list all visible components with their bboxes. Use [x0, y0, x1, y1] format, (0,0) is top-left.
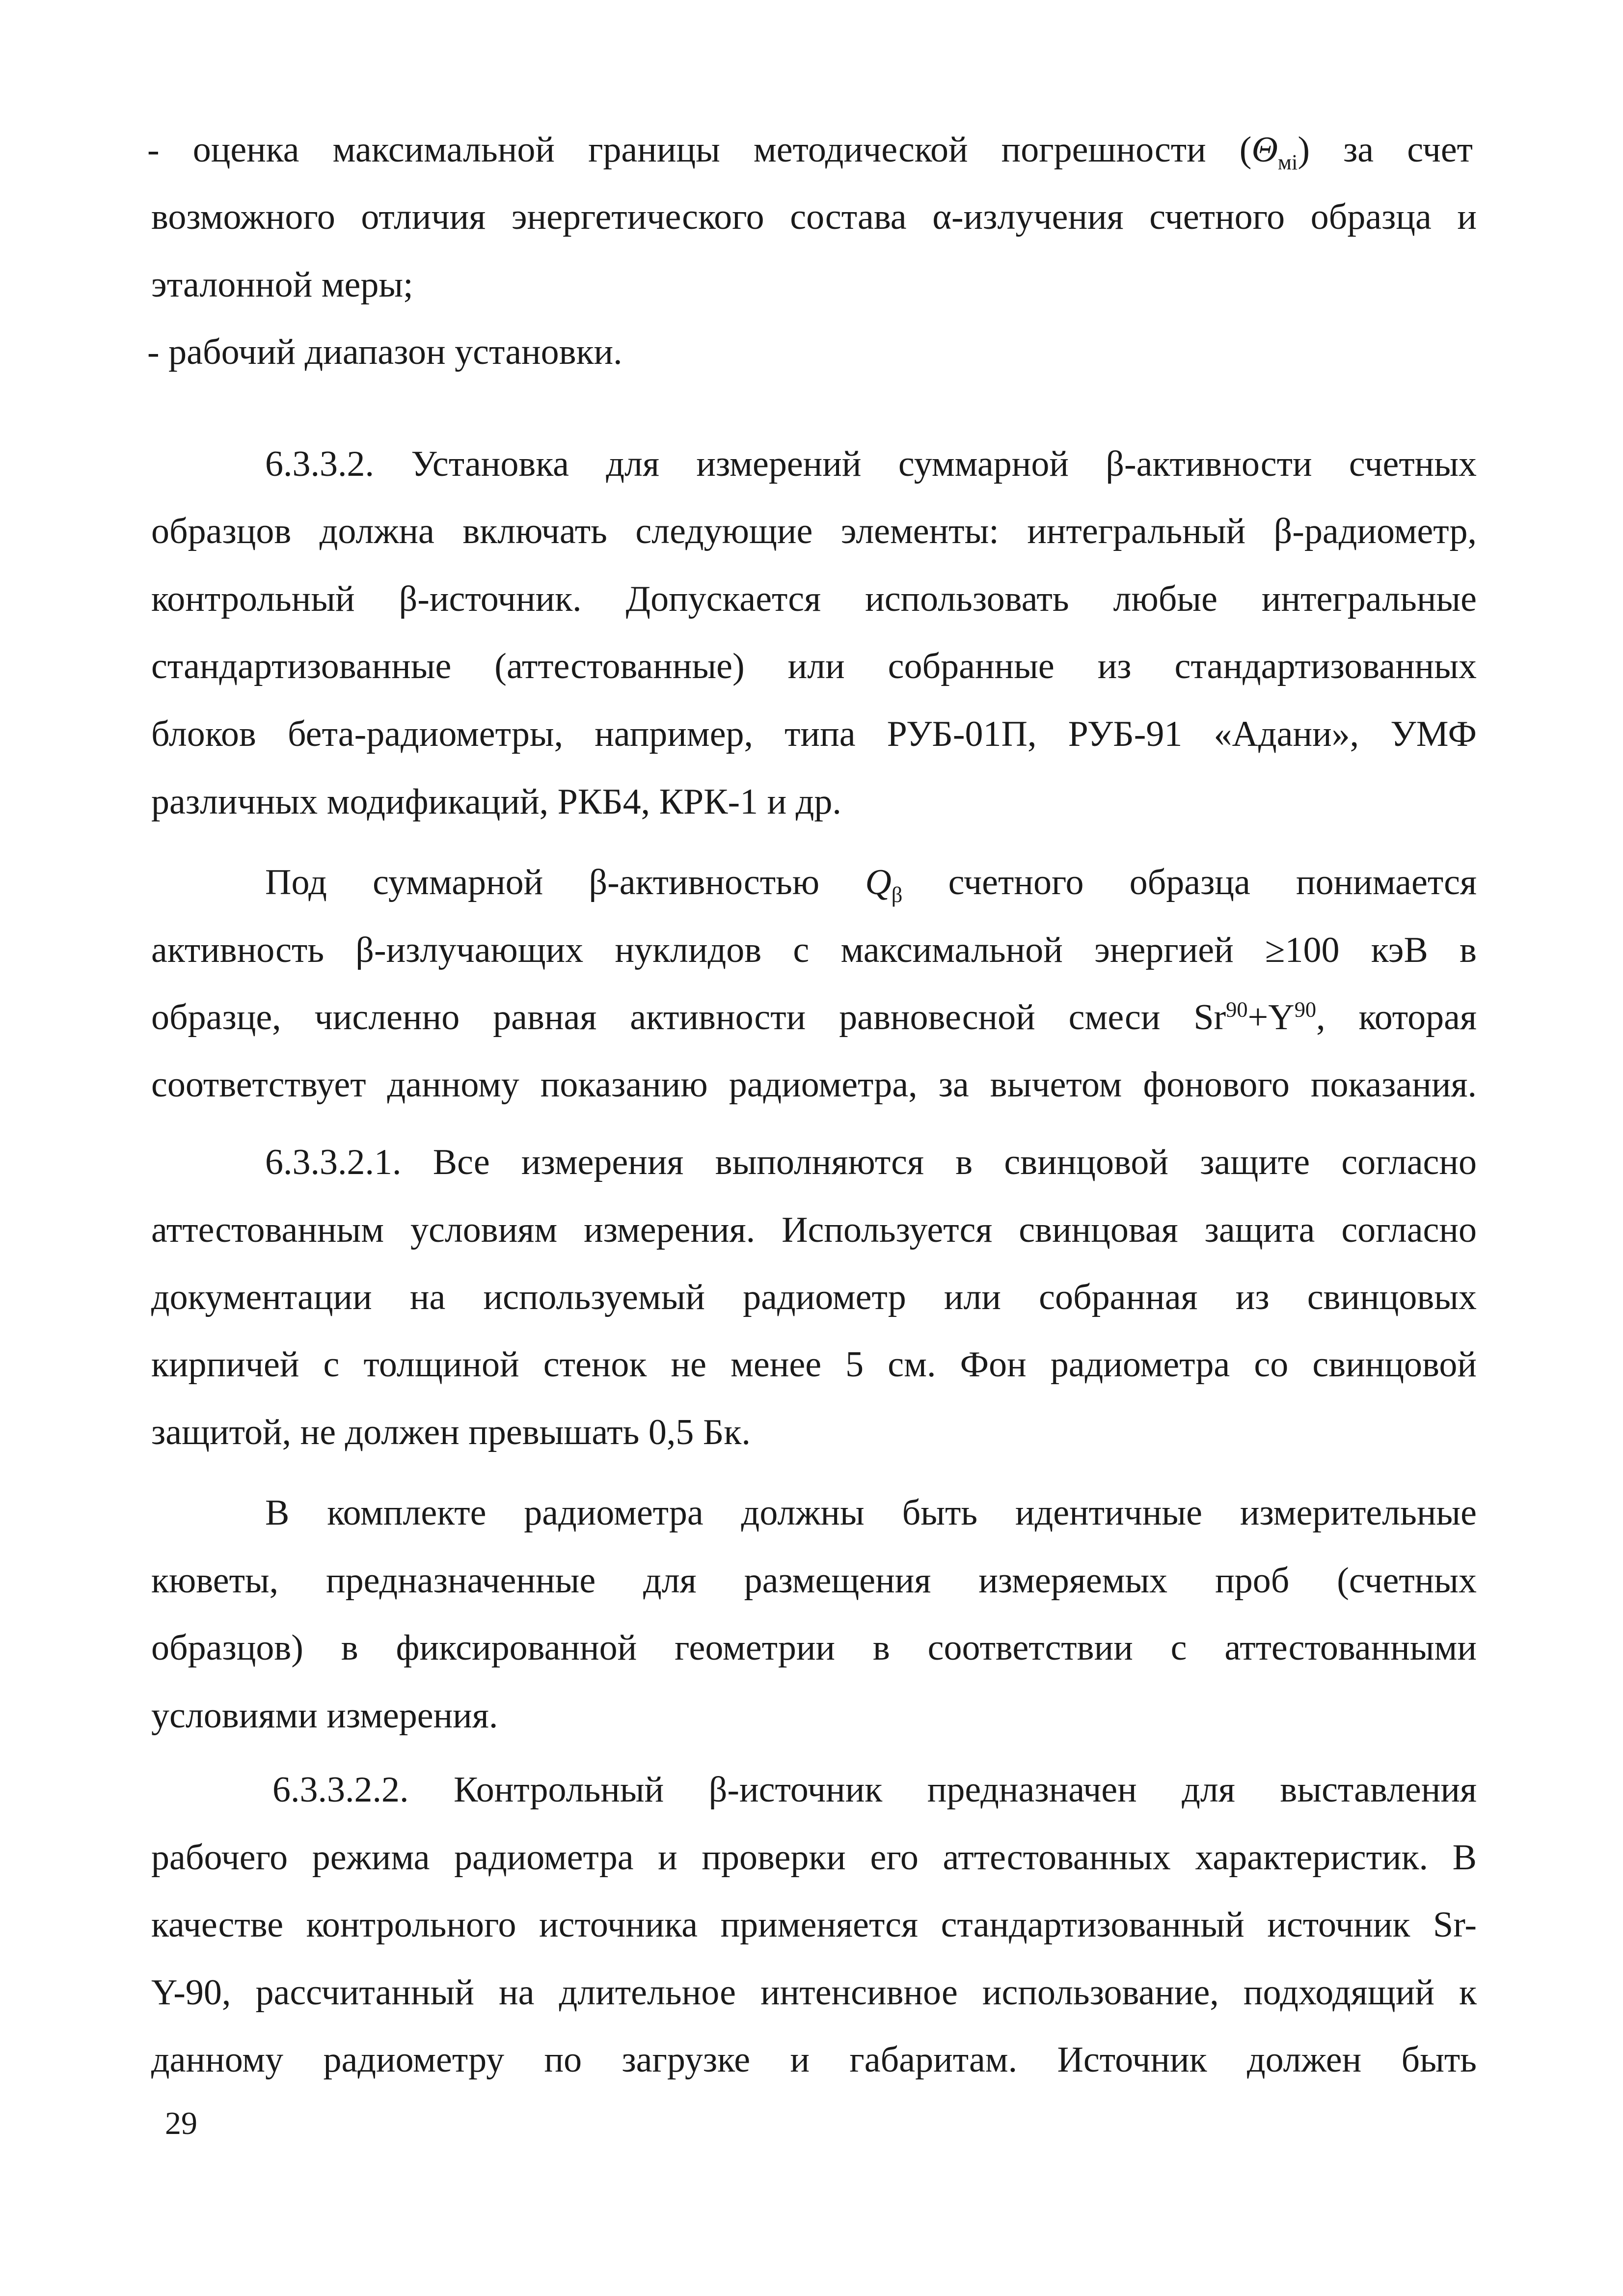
text-line: документации на используемый радиометр или собранная из свинцовых	[151, 1277, 1477, 1317]
text-line: кюветы, предназначенные для размещения измеряемых проб (счетных	[151, 1560, 1477, 1601]
page-number: 29	[165, 2105, 197, 2141]
text-line: стандартизованные (аттестованные) или собранные из стандартизованных	[151, 646, 1477, 686]
list-item-working-range: - рабочий диапазон установки.	[147, 332, 622, 372]
section-6-3-3-2-2-line: 6.3.3.2.2. Контрольный β-источник предназначен для выставления	[272, 1770, 1477, 1810]
text-line: аттестованным условиям измерения. Используется свинцовая защита согласно	[151, 1210, 1477, 1250]
kit-paragraph-line: В комплекте радиометра должны быть идентичные измерительные	[265, 1493, 1477, 1533]
text-line: образцов должна включать следующие элементы: интегральный β-радиометр,	[151, 511, 1477, 551]
text-line: соответствует данному показанию радиометра, за вычетом фонового показания.	[151, 1065, 1477, 1105]
definition-line: Под суммарной β-активностью $Q_\beta$ счетного образца понимается	[265, 862, 1477, 907]
text-line: контрольный β-источник. Допускается использовать любые интегральные	[151, 579, 1477, 619]
text-line: возможного отличия энергетического состава α-излучения счетного образца и	[151, 197, 1477, 237]
text-line: образце, численно равная активности равновесной смеси $Sr^{90}+Y^{90}$, которая	[151, 997, 1477, 1038]
text-line: Y-90, рассчитанный на длительное интенсивное использование, подходящий к	[151, 1972, 1477, 2013]
text-line: различных модификаций, РКБ4, КРК-1 и др.	[151, 782, 841, 822]
section-6-3-3-2-line: 6.3.3.2. Установка для измерений суммарной β-активности счетных	[265, 444, 1477, 484]
theta-symbol: Θ	[1251, 130, 1278, 170]
text-line: блоков бета-радиометры, например, типа РУБ-01П, РУБ-91 «Адани», УМФ	[151, 714, 1477, 754]
text-line: активность β-излучающих нуклидов с максимальной энергией ≥100 кэВ в	[151, 930, 1477, 970]
q-symbol: Q	[865, 862, 892, 902]
text-line: условиями измерения.	[151, 1695, 498, 1736]
text-line: данному радиометру по загрузке и габаритам. Источник должен быть	[151, 2040, 1477, 2080]
q-subscript: β	[891, 882, 903, 907]
section-6-3-3-2-1-line: 6.3.3.2.1. Все измерения выполняются в свинцовой защите согласно	[265, 1142, 1477, 1182]
text-line: качестве контрольного источника применяется стандартизованный источник Sr-	[151, 1905, 1477, 1945]
text-line: эталонной меры;	[151, 265, 413, 305]
list-item-method-error: - оценка максимальной границы методической погрешности $(\Theta_{мі})$ за счет	[147, 130, 1473, 174]
text-line: образцов) в фиксированной геометрии в соответствии с аттестованными	[151, 1628, 1477, 1668]
theta-subscript: мі	[1277, 149, 1298, 174]
text-line: защитой, не должен превышать 0,5 Бк.	[151, 1412, 751, 1452]
text-line: рабочего режима радиометра и проверки его аттестованных характеристик. В	[151, 1837, 1477, 1878]
text-line: кирпичей с толщиной стенок не менее 5 см. Фон радиометра со свинцовой	[151, 1344, 1477, 1385]
